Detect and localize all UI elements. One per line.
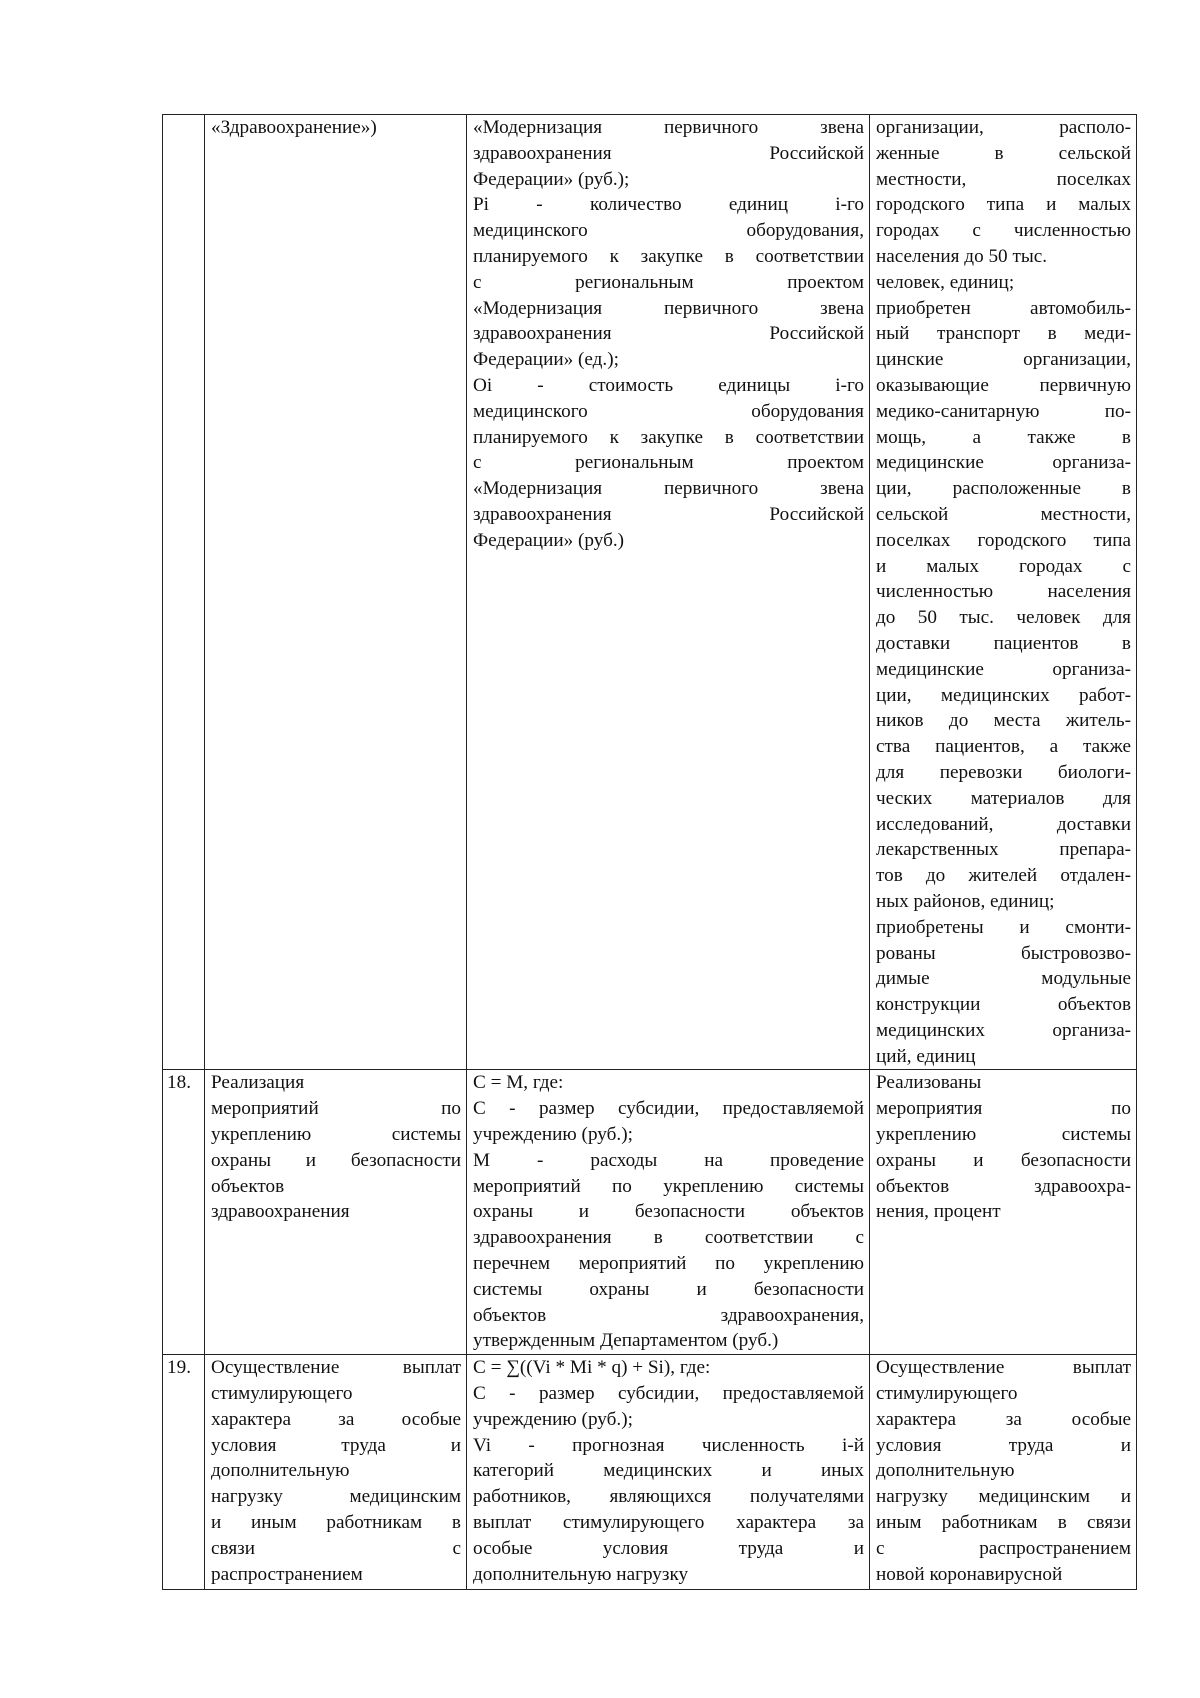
text-line: здравоохранения Российской xyxy=(473,323,864,345)
text-line: связи с xyxy=(211,1537,461,1559)
measures-table xyxy=(162,114,1137,1590)
text-line: Федерации» (ед.); xyxy=(473,349,619,371)
text-line: нения, процент xyxy=(876,1201,1001,1223)
text-line: мероприятия по xyxy=(876,1098,1131,1120)
text-line: местности, поселках xyxy=(876,168,1131,190)
text-line: учреждению (руб.); xyxy=(473,1124,633,1146)
text-line: медицинского оборудования xyxy=(473,400,864,422)
text-line: с региональным проектом xyxy=(473,271,864,293)
text-line: Федерации» (руб.); xyxy=(473,168,630,190)
text-line: медицинские организа- xyxy=(876,452,1131,474)
text-line: ции, расположенные в xyxy=(876,478,1131,500)
result-indicator-cell xyxy=(870,1070,1137,1355)
text-line: укреплению системы xyxy=(876,1124,1131,1146)
text-line: медико-санитарную по- xyxy=(876,400,1131,422)
text-line: иным работникам в связи xyxy=(876,1512,1131,1534)
text-line: утвержденным Департаментом (руб.) xyxy=(473,1330,779,1352)
text-line: Федерации» (руб.) xyxy=(473,529,625,551)
text-line: выплат стимулирующего характера за xyxy=(473,1512,864,1534)
text-line: характера за особые xyxy=(876,1408,1131,1430)
formula-cell xyxy=(467,115,870,1070)
measure-name-cell xyxy=(205,1355,467,1590)
text-line: мероприятий по xyxy=(211,1098,461,1120)
text-line: Осуществление выплат xyxy=(211,1357,461,1379)
text-line: перечнем мероприятий по укреплению xyxy=(473,1253,864,1275)
text-line: Oi - стоимость единицы i-го xyxy=(473,374,864,396)
text-line: планируемого к закупке в соответствии xyxy=(473,426,864,448)
formula-cell xyxy=(467,1070,870,1355)
text-line: охраны и безопасности объектов xyxy=(473,1201,864,1223)
text-line: дополнительную нагрузку xyxy=(473,1563,689,1585)
text-line: условия труда и xyxy=(876,1434,1131,1456)
text-line: доставки пациентов в xyxy=(876,632,1131,654)
text-line: ций, единиц xyxy=(876,1045,976,1067)
text-line: С = ∑((Vi * Mi * q) + Si), где: xyxy=(473,1357,711,1379)
text-line: «Модернизация первичного звена xyxy=(473,117,864,138)
text-line: дополнительную xyxy=(876,1460,1015,1482)
result-indicator-cell xyxy=(870,115,1137,1070)
formula-cell xyxy=(467,1355,870,1590)
text-line: населения до 50 тыс. xyxy=(876,245,1048,267)
text-line: мощь, а также в xyxy=(876,426,1131,448)
table-row xyxy=(163,115,1137,1070)
text-line: здравоохранения Российской xyxy=(473,142,864,164)
text-line: охраны и безопасности xyxy=(211,1149,461,1171)
result-indicator-cell xyxy=(870,1355,1137,1590)
table-row xyxy=(163,1070,1137,1355)
row-number-cell xyxy=(163,115,205,1070)
text-line: сельской местности, xyxy=(876,503,1131,525)
text-line: лекарственных препара- xyxy=(876,839,1131,861)
measure-name-cell xyxy=(205,115,467,1070)
text-line: медицинского оборудования, xyxy=(473,220,864,242)
text-line: здравоохранения xyxy=(211,1201,350,1223)
text-line: особые условия труда и xyxy=(473,1537,864,1559)
text-line: человек, единиц; xyxy=(876,271,1015,293)
text-line: численностью населения xyxy=(876,581,1131,603)
text-line: Осуществление выплат xyxy=(876,1357,1131,1379)
text-line: приобретен автомобиль- xyxy=(876,297,1131,319)
text-line: стимулирующего xyxy=(211,1383,353,1405)
text-line: тов до жителей отдален- xyxy=(876,865,1131,887)
text-line: Pi - количество единиц i-го xyxy=(473,194,864,216)
text-line: работников, являющихся получателями xyxy=(473,1486,864,1508)
text-line: ных районов, единиц; xyxy=(876,890,1055,912)
text-line: Vi - прогнозная численность i-й xyxy=(473,1434,864,1456)
text-line: условия труда и xyxy=(211,1434,461,1456)
text-line: для перевозки биологи- xyxy=(876,761,1131,783)
text-line: медицинских организа- xyxy=(876,1019,1131,1041)
text-line: приобретены и смонти- xyxy=(876,916,1131,938)
text-line: оказывающие первичную xyxy=(876,374,1131,396)
text-line: до 50 тыс. человек для xyxy=(876,607,1131,629)
text-line: организации, располо- xyxy=(876,117,1131,138)
text-line: С - размер субсидии, предоставляемой xyxy=(473,1098,864,1120)
text-line: рованы быстровозво- xyxy=(876,942,1131,964)
text-line: объектов здравоохра- xyxy=(876,1175,1131,1197)
text-line: здравоохранения в соответствии с xyxy=(473,1227,864,1249)
text-line: системы охраны и безопасности xyxy=(473,1278,864,1300)
text-line: категорий медицинских и иных xyxy=(473,1460,864,1482)
text-line: С = М, где: xyxy=(473,1072,564,1094)
row-number: 18. xyxy=(167,1072,191,1094)
text-line: исследований, доставки xyxy=(876,813,1131,835)
text-line: ции, медицинских работ- xyxy=(876,684,1131,706)
row-number: 19. xyxy=(167,1357,191,1379)
text-line: Реализованы xyxy=(876,1072,982,1094)
text-line: «Здравоохранение») xyxy=(211,117,377,138)
row-number-cell xyxy=(163,1355,205,1590)
text-line: ческих материалов для xyxy=(876,787,1131,809)
text-line: новой коронавирусной xyxy=(876,1563,1063,1585)
text-line: поселках городского типа xyxy=(876,529,1131,551)
text-line: распространением xyxy=(211,1563,363,1585)
text-line: характера за особые xyxy=(211,1408,461,1430)
text-line: стимулирующего xyxy=(876,1383,1018,1405)
text-line: ства пациентов, а также xyxy=(876,736,1131,758)
text-line: «Модернизация первичного звена xyxy=(473,478,864,500)
text-line: мероприятий по укреплению системы xyxy=(473,1175,864,1197)
text-line: ный транспорт в меди- xyxy=(876,323,1131,345)
text-line: учреждению (руб.); xyxy=(473,1408,633,1430)
text-line: Реализация xyxy=(211,1072,305,1094)
text-line: цинские организации, xyxy=(876,349,1131,371)
text-line: нагрузку медицинским и xyxy=(876,1486,1131,1508)
text-line: здравоохранения Российской xyxy=(473,503,864,525)
measure-name-cell xyxy=(205,1070,467,1355)
text-line: димые модульные xyxy=(876,968,1131,990)
text-line: дополнительную xyxy=(211,1460,350,1482)
table-body xyxy=(163,115,1137,1590)
text-line: конструкции объектов xyxy=(876,994,1131,1016)
text-line: укреплению системы xyxy=(211,1124,461,1146)
text-line: и малых городах с xyxy=(876,555,1131,577)
text-line: и иным работникам в xyxy=(211,1512,461,1534)
row-number-cell xyxy=(163,1070,205,1355)
text-line: объектов xyxy=(211,1175,285,1197)
text-line: планируемого к закупке в соответствии xyxy=(473,245,864,267)
text-line: ников до места житель- xyxy=(876,710,1131,732)
text-line: охраны и безопасности xyxy=(876,1149,1131,1171)
text-line: городах с численностью xyxy=(876,220,1131,242)
text-line: «Модернизация первичного звена xyxy=(473,297,864,319)
text-line: объектов здравоохранения, xyxy=(473,1304,864,1326)
text-line: с распространением xyxy=(876,1537,1131,1559)
table-row xyxy=(163,1355,1137,1590)
text-line: нагрузку медицинским xyxy=(211,1486,461,1508)
text-line: с региональным проектом xyxy=(473,452,864,474)
text-line: медицинские организа- xyxy=(876,658,1131,680)
text-line: С - размер субсидии, предоставляемой xyxy=(473,1383,864,1405)
text-line: М - расходы на проведение xyxy=(473,1149,864,1171)
text-line: женные в сельской xyxy=(876,142,1131,164)
text-line: городского типа и малых xyxy=(876,194,1131,216)
